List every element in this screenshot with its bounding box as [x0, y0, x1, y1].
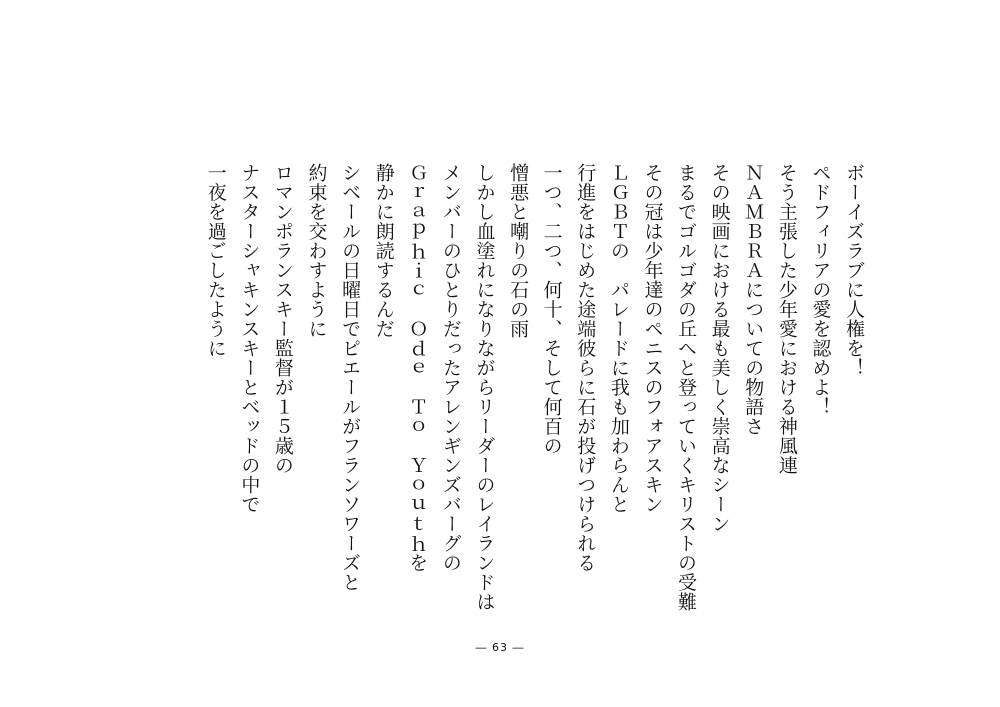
page-number: ― 63 ―	[475, 641, 525, 654]
poem-line: 約束を交わすように	[305, 163, 328, 339]
poem-line: ロマンポランスキー監督が１５歳の	[271, 163, 294, 475]
poem-line: ナスターシャキンスキーとベッドの中で	[238, 163, 261, 514]
poem-line: ペドフィリアの愛を認めよ！	[809, 163, 832, 417]
poem-line: そう主張した少年愛における神風連	[775, 163, 798, 475]
poem-line: 静かに朗読するんだ	[372, 163, 395, 339]
poem-line: その冠は少年達のペニスのフォアスキン	[641, 163, 664, 514]
poem-line: 憎悪と嘲りの石の雨	[507, 163, 530, 339]
poem-line: しかし血塗れになりながらリーダーのレイランドは	[473, 163, 496, 612]
poem-line: 一夜を過ごしたように	[204, 163, 227, 358]
poem-line: 一つ、二つ、何十、そして何百の	[540, 163, 563, 456]
poem-line: ＬＧＢＴの パレードに我も加わらんと	[607, 163, 630, 514]
poem-line: Ｇｒａｐｈｉｃ Ｏｄｅ Ｔｏ Ｙｏｕｔｈを	[406, 163, 429, 573]
poem-line: シベールの日曜日でピエールがフランソワーズと	[339, 163, 362, 592]
poem-line: ボーイズラブに人権を！	[843, 163, 865, 378]
poem-line: ＮＡＭＢＲＡについての物語さ	[742, 163, 765, 436]
poem-line: 行進をはじめた途端彼らに石が投げつけられる	[574, 163, 597, 573]
poem-line: その映画における最も美しく崇高なシーン	[708, 163, 731, 534]
poem-text	[198, 163, 870, 612]
poem-line: まるでゴルゴダの丘へと登っていくキリストの受難	[675, 163, 698, 612]
poem-line: メンバーのひとりだったアレンギンズバーグの	[439, 163, 462, 573]
